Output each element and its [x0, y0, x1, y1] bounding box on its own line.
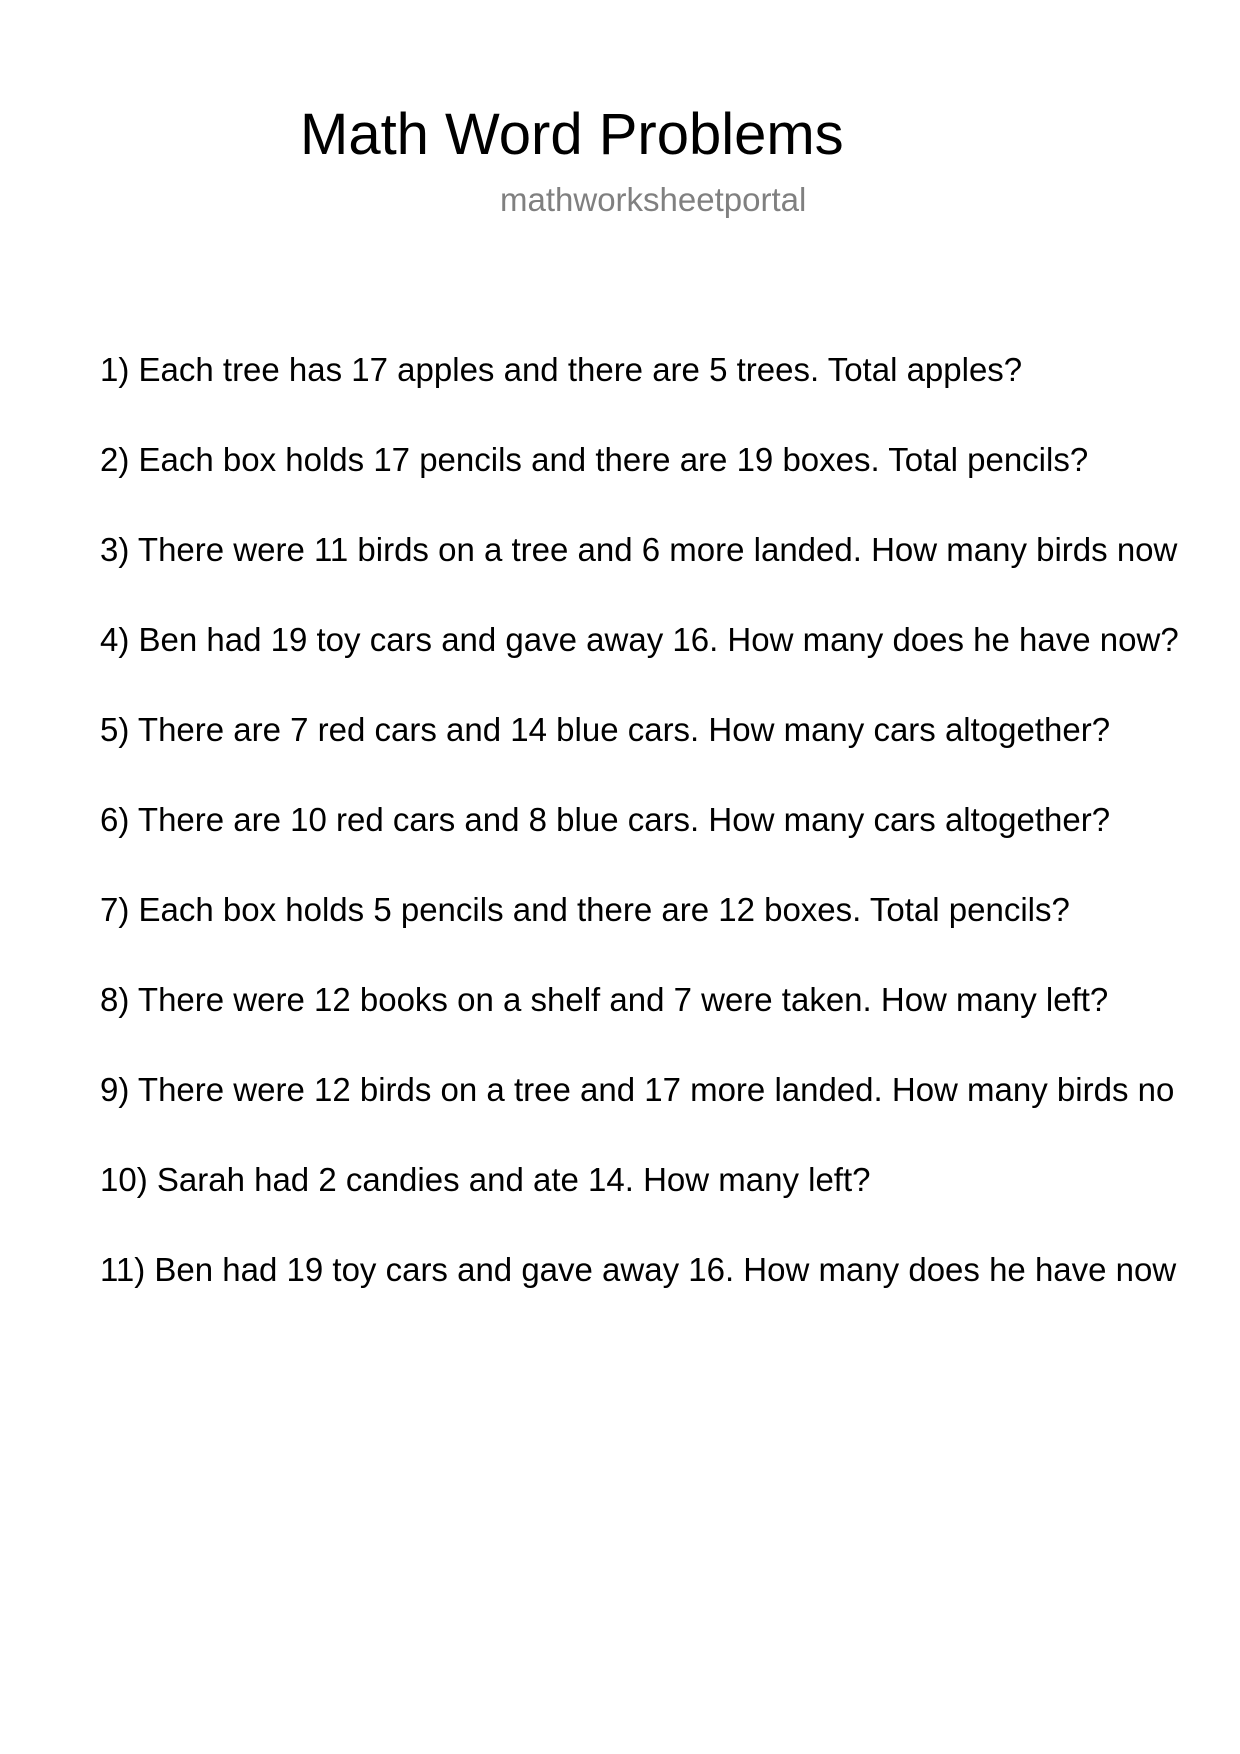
problem-item: 11) Ben had 19 toy cars and gave away 16. How many does he have now	[100, 1251, 1177, 1288]
problem-item: 4) Ben had 19 toy cars and gave away 16. How many does he have now?	[100, 621, 1179, 658]
problem-item: 8) There were 12 books on a shelf and 7 were taken. How many left?	[100, 981, 1109, 1018]
problem-item: 7) Each box holds 5 pencils and there are 12 boxes. Total pencils?	[100, 891, 1070, 928]
problem-item: 9) There were 12 birds on a tree and 17 more landed. How many birds no	[100, 1071, 1175, 1108]
problem-item: 6) There are 10 red cars and 8 blue cars. How many cars altogether?	[100, 801, 1111, 838]
problem-item: 3) There were 11 birds on a tree and 6 more landed. How many birds now	[100, 531, 1178, 568]
problem-item: 5) There are 7 red cars and 14 blue cars. How many cars altogether?	[100, 711, 1111, 748]
problem-item: 1) Each tree has 17 apples and there are 5 trees. Total apples?	[100, 351, 1023, 388]
worksheet-title: Math Word Problems	[300, 102, 844, 167]
worksheet-subtitle: mathworksheetportal	[500, 181, 807, 218]
problem-list	[100, 345, 1240, 1335]
problem-item: 10) Sarah had 2 candies and ate 14. How many left?	[100, 1161, 871, 1198]
problem-item: 2) Each box holds 17 pencils and there are 19 boxes. Total pencils?	[100, 441, 1089, 478]
